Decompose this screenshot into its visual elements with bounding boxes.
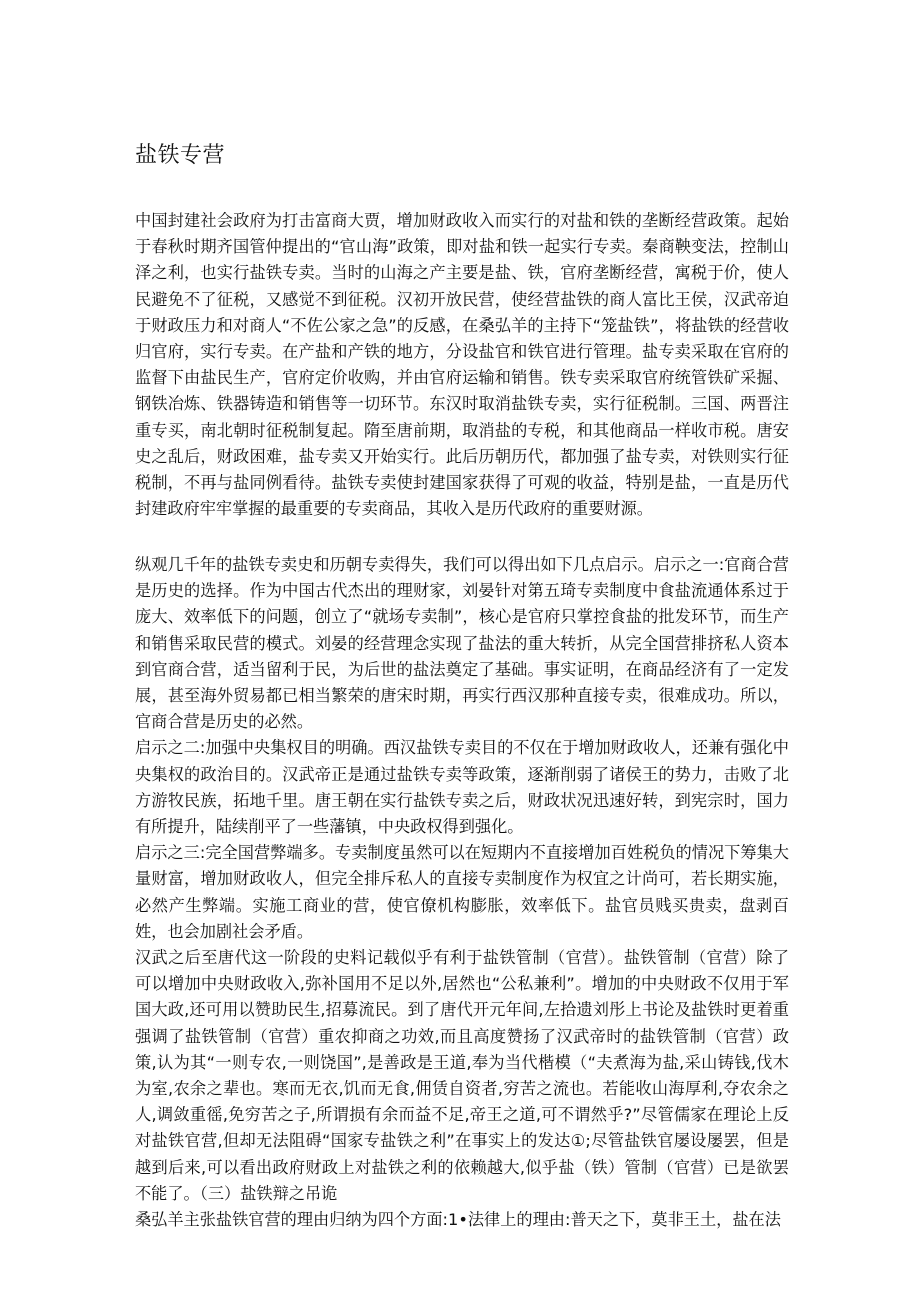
- paragraph-sang-hongyang: 桑弘羊主张盐铁官营的理由归纳为四个方面:1•法律上的理由:普天之下，莫非王土，盐在法: [135, 1210, 781, 1230]
- paragraph-history-tang: 汉武之后至唐代这一阶段的史料记载似乎有利于盐铁管制（官营）。盐铁管制（官营）除了可以增加中央财政收入,弥补国用不足以外,居然也“公私兼利”。增加的中央财政不仅用于军国大政,还可用以赞助民生,招募流民。到了唐代开元年间,左拾遗刘彤上书论及盐铁时更着重强调了盐铁管制（官营）重农抑商之功效,而且高度赞扬了汉武帝时的盐铁管制（官营）政策,认为其“一则专农,一则饶国”,是善政是王道,奉为当代楷模（“夫煮海为盐,采山铸钱,伐木为室,农余之辈也。寒而无衣,饥而无食,佣赁自资者,穷苦之流也。若能收山海厚利,夺农余之人,调敛重徭,免穷苦之子,所谓损有余而益不足,帝王之道,可不谓然乎?”尽管儒家在理论上反对盐铁官营,但却无法阻碍“国家专盐铁之利”在事实上的发达①;尽管盐铁官屡设屡罢，但是越到后来,可以看出政府财政上对盐铁之利的依赖越大,似乎盐（铁）管制（官营）已是欲罢不能了。（三）盐铁辩之吊诡: [135, 948, 789, 1203]
- document-title: 盐铁专营: [135, 143, 226, 168]
- paragraph-group-lessons: [135, 552, 789, 1233]
- paragraph-lesson-3: 启示之三:完全国营弊端多。专卖制度虽然可以在短期内不直接增加百姓税负的情况下筹集大量财富，增加财政收人，但完全排斥私人的直接专卖制度作为权宜之计尚可，若长期实施，必然产生弊端。实施工商业的营，使官僚机构膨胀，效率低下。盐官员贱买贵卖，盘剥百姓，也会加剧社会矛盾。: [135, 843, 789, 941]
- paragraph-lesson-2: 启示之二:加强中央集权目的明确。西汉盐铁专卖目的不仅在于增加财政收人，还兼有强化中央集权的政治目的。汉武帝正是通过盐铁专卖等政策，逐渐削弱了诸侯王的势力，击败了北方游牧民族，拓地千里。唐王朝在实行盐铁专卖之后，财政状况迅速好转，到宪宗时，国力有所提升，陆续削平了一些藩镇，中央政权得到强化。: [135, 738, 789, 837]
- paragraph-overview: 中国封建社会政府为打击富商大贾，增加财政收入而实行的对盐和铁的垄断经营政策。起始于春秋时期齐国管仲提出的“官山海”政策，即对盐和铁一起实行专卖。秦商鞅变法，控制山泽之利，也实行盐铁专卖。当时的山海之产主要是盐、铁，官府垄断经营，寓税于价，使人民避免不了征税，又感觉不到征税。汉初开放民营，使经营盐铁的商人富比王侯，汉武帝迫于财政压力和对商人“不佐公家之急”的反感，在桑弘羊的主持下“笼盐铁”，将盐铁的经营收归官府，实行专卖。在产盐和产铁的地方，分设盐官和铁官进行管理。盐专卖采取在官府的监督下由盐民生产，官府定价收购，并由官府运输和销售。铁专卖采取官府统管铁矿采掘、钢铁冶炼、铁器铸造和销售等一切环节。东汉时取消盐铁专卖，实行征税制。三国、两晋注重专买，南北朝时征税制复起。隋至唐前期，取消盐的专税，和其他商品一样收市税。唐安史之乱后，财政困难，盐专卖又开始实行。此后历朝历代，都加强了盐专卖，对铁则实行征税制，不再与盐同例看待。盐铁专卖使封建国家获得了可观的收益，特别是盐，一直是历代封建政府牢牢掌握的最重要的专卖商品，其收入是历代政府的重要财源。: [135, 211, 789, 519]
- paragraph-lesson-1: 纵观几千年的盐铁专卖史和历朝专卖得失，我们可以得出如下几点启示。启示之一:官商合营是历史的选择。作为中国古代杰出的理财家，刘晏针对第五琦专卖制度中食盐流通体系过于庞大、效率低下的问题，创立了“就场专卖制”，核心是官府只掌控食盐的批发环节，而生产和销售采取民营的模式。刘晏的经营理念实现了盐法的重大转折，从完全国营排挤私人资本到官商合营，适当留利于民，为后世的盐法奠定了基础。事实证明，在商品经济有了一定发展，甚至海外贸易都已相当繁荣的唐宋时期，再实行西汉那种直接专卖，很难成功。所以，官商合营是历史的必然。: [135, 555, 789, 732]
